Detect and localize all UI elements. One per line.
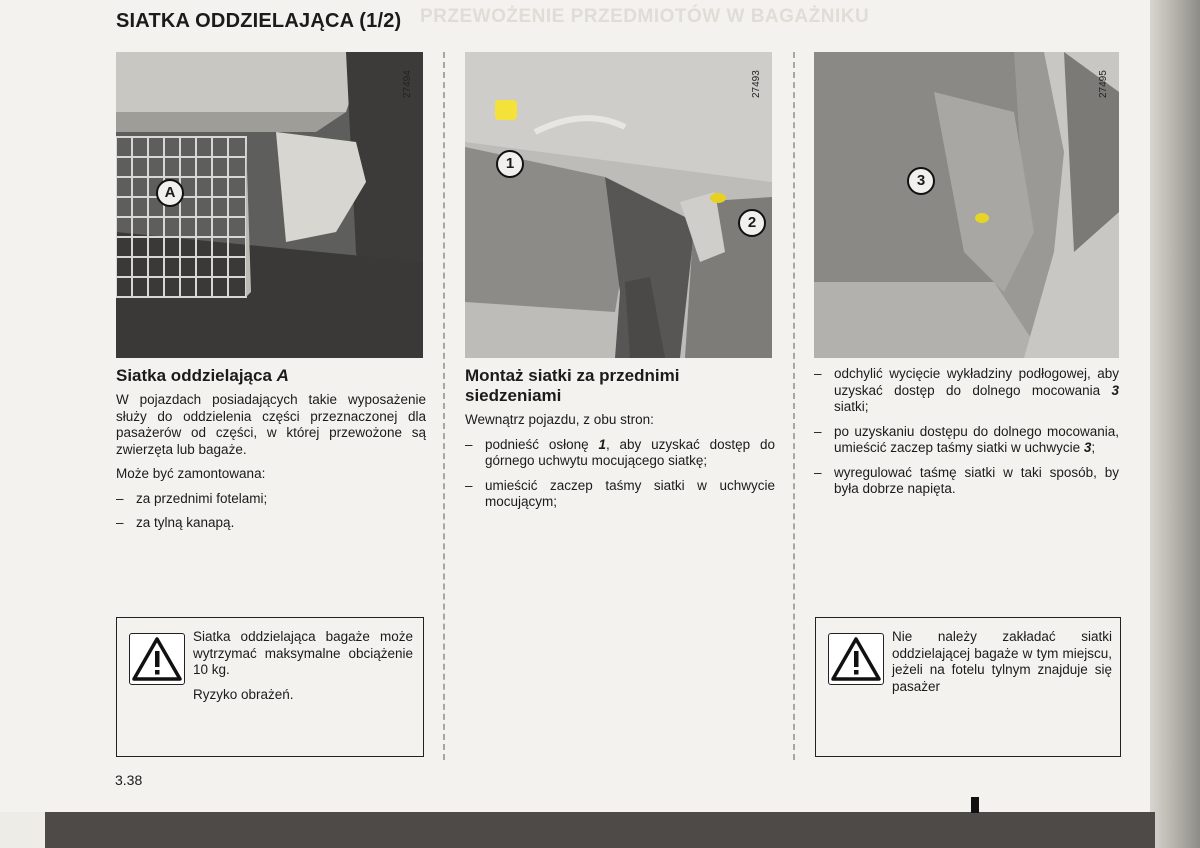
callout-3: 3 [907,167,935,195]
warning-triangle-icon [828,633,884,685]
steps-list [814,366,1119,498]
warning-box-load [116,617,424,757]
page-edge-bottom [45,812,1155,848]
page-edge-right [1150,0,1200,848]
photo-lower-anchor [814,52,1119,358]
bleed-through-heading: PRZEWOŻENIE PRZEDMIOTÓW W BAGAŻNIKU [420,6,870,27]
photo-luggage-net [116,52,423,358]
warning-triangle-icon [129,633,185,685]
list-item: – za przednimi fotelami; [116,491,426,508]
section-end-mark [971,797,979,813]
list-item: – za tylną kanapą. [116,515,426,532]
upper-anchor-illustration [465,52,772,358]
mount-options-list [116,491,426,532]
list-item: – umieścić zaczep taśmy siatki w uchwycie mocującym; [465,478,775,511]
column-front-mount [465,366,775,519]
callout-a: A [156,179,184,207]
photo-number: 27495 [1098,70,1109,98]
column-divider-left [443,52,445,760]
warning-text: Siatka oddzielająca bagaże może wytrzymać maksymalne obciążenie 10 kg. Ryzyko obrażeń. [193,629,413,702]
callout-2: 2 [738,209,766,237]
column-lower-mount [814,366,1119,506]
photo-upper-anchor [465,52,772,358]
intro-paragraph: Wewnątrz pojazdu, z obu stron: [465,412,654,427]
page-edge-corner [0,812,45,848]
page-number: 3.38 [115,772,143,788]
mount-label: Może być zamontowana: [116,466,266,481]
column-luggage-net [116,366,426,540]
column-divider-right [793,52,795,760]
section-heading: Siatka oddzielająca A [116,366,289,385]
list-item: – wyregulować taśmę siatki w taki sposób, by była dobrze napięta. [814,465,1119,498]
warning-box-passenger [815,617,1121,757]
warning-text: Nie należy zakładać siatki oddzielającej bagaże w tym miejscu, jeżeli na fotelu tylnym znajduje się pasażer [892,629,1112,694]
photo-number: 27494 [402,70,413,98]
list-item: – odchylić wycięcie wykładziny podłogowej, aby uzyskać dostęp do dolnego mocowania 3 siatki; [814,366,1119,416]
steps-list [465,437,775,511]
page-title: SIATKA ODDZIELAJĄCA (1/2) [116,10,402,32]
list-item: – podnieść osłonę 1, aby uzyskać dostęp do górnego uchwytu mocującego siatkę; [465,437,775,470]
list-item: – po uzyskaniu dostępu do dolnego mocowania, umieścić zaczep taśmy siatki w uchwycie 3; [814,424,1119,457]
callout-1: 1 [496,150,524,178]
section-heading: Montaż siatki za przednimi siedzeniami [465,366,680,405]
lower-anchor-illustration [814,52,1119,358]
intro-paragraph: W pojazdach posiadających takie wyposażenie służy do oddzielenia części przeznaczonej dla pasażerów od części, w której przewożone są zwierzęta lub bagaże. [116,392,426,457]
photo-number: 27493 [751,70,762,98]
